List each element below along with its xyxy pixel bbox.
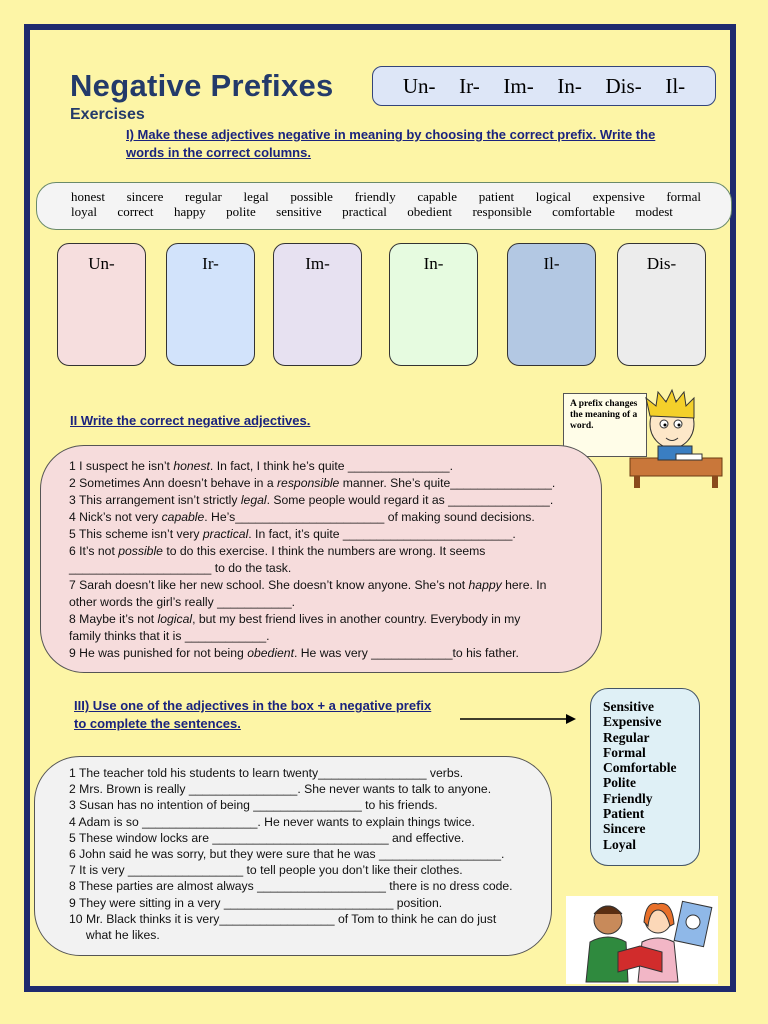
adjective-item: Expensive bbox=[603, 714, 662, 730]
prefix-column-label: Ir- bbox=[202, 254, 219, 273]
word-bank-item: sincere bbox=[126, 189, 164, 204]
adjective-item: Friendly bbox=[603, 790, 653, 806]
prefix-dis: Dis- bbox=[605, 73, 642, 98]
word-bank-item: happy bbox=[173, 204, 206, 219]
word-bank-item: patient bbox=[478, 189, 515, 204]
adjective-box bbox=[590, 688, 700, 866]
word-bank-item: sensitive bbox=[276, 204, 322, 219]
prefix-column-label: Dis- bbox=[646, 254, 677, 273]
page-subtitle: Exercises bbox=[70, 106, 145, 123]
section1-instruction: I) Make these adjectives negative in meaning by choosing the correct prefix. Write the words in the correct columns. bbox=[126, 127, 656, 160]
exercise-sentence: 5 These window locks are __________________________ and effective. bbox=[69, 830, 465, 845]
exercise-sentence: 4 Nick’s not very capable. He’s______________________ of making sound decisions. bbox=[69, 510, 535, 524]
word-bank-item: correct bbox=[117, 204, 154, 219]
exercise-sentence: 9 They were sitting in a very _________________________ position. bbox=[69, 895, 443, 910]
exercise-sentence: 1 I suspect he isn’t honest. In fact, I think he’s quite _______________. bbox=[69, 459, 453, 473]
prefix-un: Un- bbox=[402, 73, 436, 98]
exercise-sentence: 8 These parties are almost always ___________________ there is no dress code. bbox=[69, 879, 513, 894]
word-bank-item: expensive bbox=[592, 189, 645, 204]
prefix-in: In- bbox=[557, 73, 582, 98]
exercise-sentence: other words the girl’s really ___________. bbox=[69, 595, 296, 609]
word-bank-item: comfortable bbox=[552, 204, 615, 219]
exercise-sentence: 9 He was punished for not being obedient. He was very ____________to his father. bbox=[69, 646, 519, 660]
word-bank-item: practical bbox=[342, 204, 387, 219]
prefix-il: Il- bbox=[665, 73, 686, 98]
arrow-right-icon bbox=[460, 712, 576, 726]
section3-heading: III) Use one of the adjectives in the box + a negative prefix to complete the sentences. bbox=[74, 698, 432, 731]
prefix-column-un[interactable] bbox=[57, 243, 146, 366]
prefix-column-label: Il- bbox=[543, 254, 560, 273]
adjective-item: Polite bbox=[603, 775, 636, 791]
adjective-item: Sensitive bbox=[603, 699, 655, 714]
prefix-column-label: In- bbox=[423, 254, 444, 273]
adjective-item: Formal bbox=[603, 744, 646, 760]
word-bank-item: logical bbox=[535, 189, 572, 204]
prefix-summary-box bbox=[372, 66, 716, 106]
exercise-sentence: _____________________ to do the task. bbox=[69, 561, 292, 575]
prefix-column-label: Un- bbox=[88, 254, 115, 273]
prefix-definition-note: A prefix changes the meaning of a word. bbox=[563, 393, 647, 457]
exercise-sentence: 6 John said he was sorry, but they were sure that he was __________________. bbox=[69, 847, 505, 862]
word-bank-item: regular bbox=[185, 189, 222, 204]
word-bank-item: responsible bbox=[472, 204, 532, 219]
word-bank-row-1 bbox=[71, 189, 701, 205]
adjective-item: Comfortable bbox=[603, 760, 677, 776]
word-bank-item: formal bbox=[666, 189, 701, 204]
word-bank-item: polite bbox=[226, 204, 256, 219]
boy-writing-clipart bbox=[628, 388, 724, 490]
word-bank-item: friendly bbox=[354, 189, 396, 204]
exercise-sentence: 3 This arrangement isn’t strictly legal. Some people would regard it as _______________. bbox=[69, 493, 554, 507]
exercise-sentence: 8 Maybe it’s not logical, but my best friend lives in another country. Everybody in my bbox=[69, 612, 521, 626]
section2-sentences bbox=[69, 458, 555, 662]
prefix-column-il[interactable] bbox=[507, 243, 596, 366]
prefix-ir: Ir- bbox=[459, 73, 480, 98]
adjective-item: Patient bbox=[603, 806, 645, 822]
prefix-column-in[interactable] bbox=[389, 243, 478, 366]
section3-sentences-panel bbox=[34, 756, 552, 956]
exercise-sentence: 7 Sarah doesn’t like her new school. She doesn’t know anyone. She’s not happy here. In bbox=[69, 578, 547, 592]
word-bank-item: obedient bbox=[407, 204, 453, 219]
exercise-sentence: 4 Adam is so _________________. He never wants to explain things twice. bbox=[69, 814, 475, 829]
word-bank-item: possible bbox=[290, 189, 333, 204]
prefix-column-dis[interactable] bbox=[617, 243, 706, 366]
word-bank-item: capable bbox=[417, 189, 458, 204]
exercise-sentence: 6 It’s not possible to do this exercise. I think the numbers are wrong. It seems bbox=[69, 544, 486, 558]
exercise-sentence: 5 This scheme isn’t very practical. In fact, it’s quite _________________________. bbox=[69, 527, 516, 541]
adjective-item: Regular bbox=[603, 729, 650, 745]
page-title: Negative Prefixes bbox=[70, 68, 334, 103]
prefix-column-im[interactable] bbox=[273, 243, 362, 366]
word-bank-item: legal bbox=[243, 189, 269, 204]
exercise-sentence: 7 It is very _________________ to tell people you don’t like their clothes. bbox=[69, 863, 463, 878]
word-bank-item: loyal bbox=[71, 204, 97, 219]
students-reading-clipart bbox=[566, 896, 718, 984]
exercise-sentence: 3 Susan has no intention of being ________________ to his friends. bbox=[69, 798, 438, 813]
prefix-column-ir[interactable] bbox=[166, 243, 255, 366]
word-bank-item: modest bbox=[635, 204, 673, 219]
exercise-sentence: 2 Mrs. Brown is really ________________. She never wants to talk to anyone. bbox=[69, 782, 492, 797]
word-bank-item: honest bbox=[71, 189, 105, 204]
prefix-im: Im- bbox=[503, 73, 534, 98]
section3-sentences bbox=[69, 765, 513, 943]
adjective-item: Loyal bbox=[603, 836, 637, 852]
exercise-sentence: 2 Sometimes Ann doesn’t behave in a responsible manner. She’s quite_______________. bbox=[69, 476, 556, 490]
exercise-sentence: what he likes. bbox=[69, 928, 160, 943]
word-bank bbox=[36, 182, 732, 230]
word-bank-row-2 bbox=[71, 204, 673, 220]
section2-sentences-panel bbox=[40, 445, 602, 673]
exercise-sentence: family thinks that it is ____________. bbox=[69, 629, 270, 643]
adjective-item: Sincere bbox=[603, 821, 646, 837]
section2-heading: II Write the correct negative adjectives. bbox=[70, 413, 311, 428]
exercise-sentence: 10 Mr. Black thinks it is very_________________ of Tom to think he can do just bbox=[69, 911, 497, 926]
exercise-sentence: 1 The teacher told his students to learn twenty________________ verbs. bbox=[69, 766, 464, 780]
prefix-column-label: Im- bbox=[305, 254, 330, 273]
